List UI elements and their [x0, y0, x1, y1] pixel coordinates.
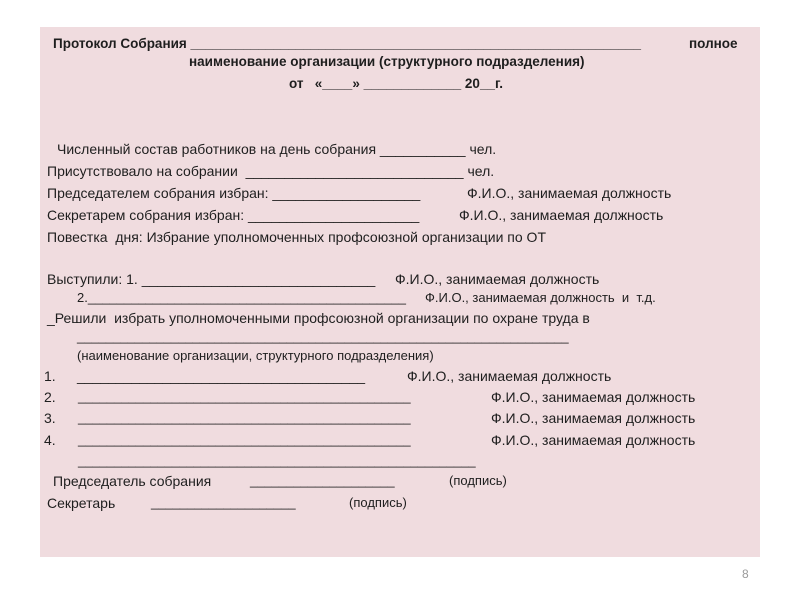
chairman-signature-line: ____________________ [250, 473, 395, 488]
secretary-signature-line: ____________________ [151, 495, 296, 510]
list-item-3-line: ______________________________________________ [78, 410, 411, 425]
list-item-1-number: 1. [44, 368, 56, 384]
secretary-fio-caption: Ф.И.О., занимаемая должность [459, 207, 664, 223]
list-item-1-line: _____________________________________ [77, 368, 366, 384]
speaker-2-line: 2.____________________________________________ [77, 290, 406, 305]
secretary-elected-line: Секретарем собрания избран: ______________________ [47, 207, 420, 223]
present-line: Присутствовало на собрании ____________________________ чел. [47, 163, 495, 179]
speaker-1-fio: Ф.И.О., занимаемая должность [395, 271, 600, 287]
page-number: 8 [742, 567, 749, 581]
list-item-1-fio: Ф.И.О., занимаемая должность [407, 368, 612, 384]
speaker-2-fio: Ф.И.О., занимаемая должность и т.д. [425, 290, 656, 305]
list-item-3-fio: Ф.И.О., занимаемая должность [491, 410, 696, 426]
protocol-title-suffix: полное [689, 36, 738, 51]
list-item-3-number: 3. [44, 410, 56, 426]
decision-line: _Решили избрать уполномоченными профсоюзной организации по охране труда в [47, 310, 590, 326]
agenda-line: Повестка дня: Избрание уполномоченных профсоюзной организации по ОТ [47, 229, 546, 245]
headcount-line: Численный состав работников на день собрания ___________ чел. [57, 141, 497, 157]
chairman-elected-line: Председателем собрания избран: ___________________ [47, 185, 421, 201]
secretary-signature-label: Секретарь [47, 495, 116, 511]
list-item-4-number: 4. [44, 432, 56, 448]
list-item-4-line: ______________________________________________ [78, 432, 411, 447]
chairman-signature-label: Председатель собрания [53, 473, 212, 489]
chairman-signature-caption: (подпись) [449, 473, 507, 488]
list-item-2-fio: Ф.И.О., занимаемая должность [491, 389, 696, 405]
separator-line: _______________________________________________________ [78, 453, 476, 468]
secretary-signature-caption: (подпись) [349, 495, 407, 510]
list-item-4-fio: Ф.И.О., занимаемая должность [491, 432, 696, 448]
speaker-1-line: Выступили: 1. ______________________________ [47, 271, 376, 287]
list-item-2-number: 2. [44, 389, 56, 405]
organization-caption: (наименование организации, структурного подразделения) [77, 348, 434, 363]
list-item-2-line: ______________________________________________ [78, 389, 411, 404]
protocol-title: Протокол Собрания ____________________________________________________________ [53, 36, 642, 51]
organization-name-caption: наименование организации (структурного подразделения) [189, 54, 585, 69]
protocol-date: от «____» _____________ 20__г. [289, 76, 503, 91]
decision-org-line: ____________________________________________________________________ [77, 329, 569, 344]
chairman-fio-caption: Ф.И.О., занимаемая должность [467, 185, 672, 201]
